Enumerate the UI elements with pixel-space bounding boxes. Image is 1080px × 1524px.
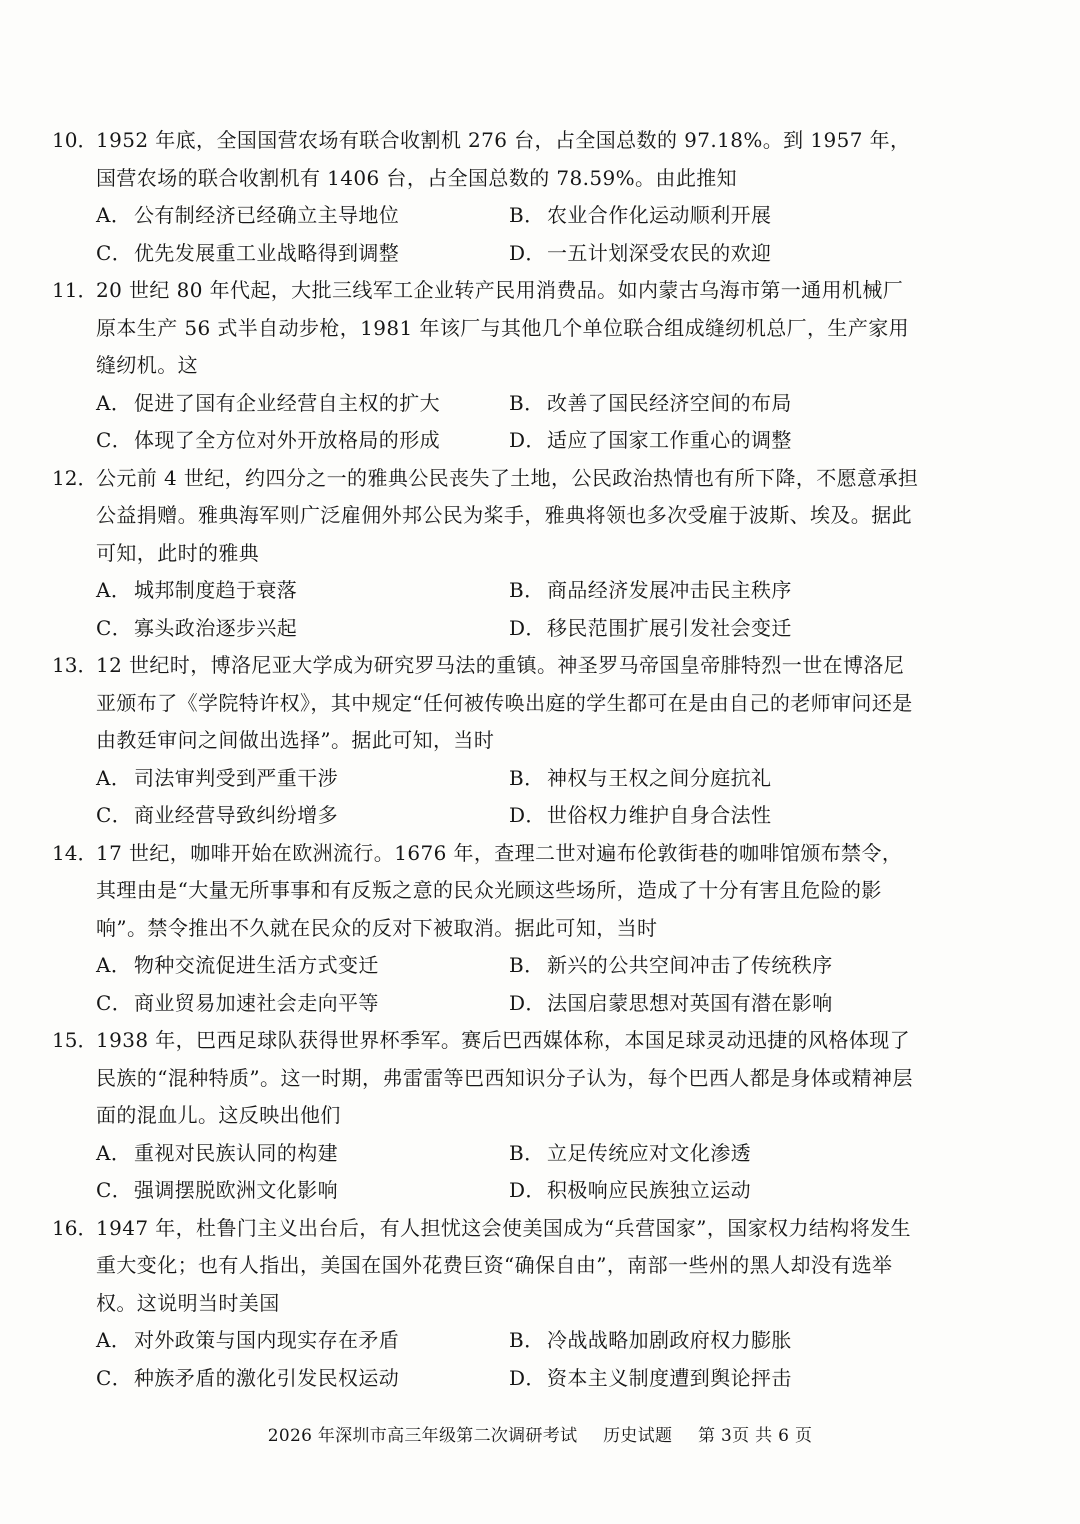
option-b: B． 农业合作化运动顺利开展 (509, 203, 772, 227)
question-stem (52, 1210, 922, 1323)
option-a: A． 城邦制度趋于衰落 (96, 578, 298, 602)
option-c: C．商业经营导致纠纷增多 (96, 803, 338, 827)
question-number: 12． (52, 465, 98, 490)
option-b: B． 新兴的公共空间冲击了传统秩序 (509, 953, 833, 977)
question-16 (52, 1210, 922, 1398)
option-row (52, 422, 922, 460)
question-10 (52, 122, 922, 272)
question-text: 1952 年底，全国国营农场有联合收割机 276 台，占全国总数的 97.18%。到 1957 年，国营农场的联合收割机有 1406 台，占全国总数的 78.59%。由此推知 (96, 128, 911, 190)
option-d: D．一五计划深受农民的欢迎 (509, 240, 772, 265)
option-c: C．强调摆脱欧洲文化影响 (96, 1178, 338, 1202)
option-row (52, 385, 922, 423)
option-c: C．体现了全方位对外开放格局的形成 (96, 428, 440, 452)
question-list (52, 122, 922, 1397)
question-15 (52, 1022, 922, 1210)
option-row (52, 985, 922, 1023)
option-row (52, 197, 922, 235)
option-row (52, 572, 922, 610)
option-row (52, 1135, 922, 1173)
question-text: 17 世纪，咖啡开始在欧洲流行。1676 年，查理二世对遍布伦敦街巷的咖啡馆颁布禁令，其理由是“大量无所事事和有反叛之意的民众光顾这些场所，造成了十分有害且危险的影响”。禁令推出不久就在民众的反对下被取消。据此可知，当时 (96, 840, 903, 940)
question-number: 15． (52, 1028, 98, 1052)
option-row (52, 1360, 922, 1398)
question-number: 11． (52, 278, 98, 302)
option-d: D．积极响应民族独立运动 (509, 1178, 751, 1202)
option-a: A． 对外政策与国内现实存在矛盾 (96, 1328, 400, 1352)
subject-title: 历史试题 (603, 1426, 673, 1446)
question-stem (52, 122, 922, 197)
option-a: A． 司法审判受到严重干涉 (96, 765, 338, 790)
question-stem (52, 1022, 922, 1135)
question-text: 12 世纪时，博洛尼亚大学成为研究罗马法的重镇。神圣罗马帝国皇帝腓特烈一世在博洛尼亚颁布了《学院特许权》，其中规定“任何被传唤出庭的学生都可在是由自己的老师审问还是由教廷审问之间做出选择”。据此可知，当时 (96, 653, 913, 752)
option-a: A． 物种交流促进生活方式变迁 (96, 953, 379, 977)
option-b: B． 改善了国民经济空间的布局 (509, 390, 792, 415)
option-row (52, 797, 922, 835)
question-text: 公元前 4 世纪，约四分之一的雅典公民丧失了土地，公民政治热情也有所下降，不愿意承担公益捐赠。雅典海军则广泛雇佣外邦公民为桨手，雅典将领也多次受雇于波斯、埃及。据此可知，此时的雅典 (96, 465, 919, 565)
question-text: 1938 年，巴西足球队获得世界杯季军。赛后巴西媒体称，本国足球灵动迅捷的风格体现了民族的“混种特质”。这一时期，弗雷雷等巴西知识分子认为，每个巴西人都是身体或精神层面的混血儿。这反映出他们 (96, 1028, 913, 1127)
question-number: 13． (52, 653, 98, 677)
question-11 (52, 272, 922, 460)
option-a: A． 重视对民族认同的构建 (96, 1140, 338, 1165)
option-row (52, 947, 922, 985)
option-d: D．移民范围扩展引发社会变迁 (509, 615, 792, 640)
option-c: C．寡头政治逐步兴起 (96, 615, 298, 640)
option-row (52, 1322, 922, 1360)
option-c: C．种族矛盾的激化引发民权运动 (96, 1365, 400, 1390)
option-b: B． 立足传统应对文化渗透 (509, 1140, 751, 1165)
question-12 (52, 460, 922, 648)
question-stem (52, 835, 922, 948)
page-number: 第 3页 共 6 页 (698, 1426, 813, 1446)
question-text: 20 世纪 80 年代起，大批三线军工企业转产民用消费品。如内蒙古乌海市第一通用机械厂原本生产 56 式半自动步枪，1981 年该厂与其他几个单位联合组成缝纫机总厂，生产家用缝纫机。这 (96, 278, 910, 377)
option-c: C．优先发展重工业战略得到调整 (96, 240, 400, 265)
question-text: 1947 年，杜鲁门主义出台后，有人担忧这会使美国成为“兵营国家”，国家权力结构将发生重大变化；也有人指出，美国在国外花费巨资“确保自由”，南部一些州的黑人却没有选举权。这说明当时美国 (96, 1215, 911, 1315)
option-a: A． 公有制经济已经确立主导地位 (96, 203, 400, 227)
question-13 (52, 647, 922, 835)
option-row (52, 1172, 922, 1210)
question-stem (52, 460, 922, 573)
question-stem (52, 647, 922, 760)
question-number: 10． (52, 128, 98, 152)
page-footer (0, 1424, 1080, 1448)
option-b: B． 神权与王权之间分庭抗礼 (509, 765, 772, 790)
option-row (52, 610, 922, 648)
question-14 (52, 835, 922, 1023)
option-c: C．商业贸易加速社会走向平等 (96, 990, 379, 1015)
option-b: B． 商品经济发展冲击民主秩序 (509, 578, 792, 602)
option-row (52, 235, 922, 273)
option-d: D．世俗权力维护自身合法性 (509, 803, 772, 827)
option-row (52, 760, 922, 798)
option-d: D．适应了国家工作重心的调整 (509, 428, 792, 452)
question-number: 16． (52, 1215, 98, 1240)
option-d: D．资本主义制度遭到舆论抨击 (509, 1365, 792, 1390)
question-number: 14． (52, 840, 98, 865)
exam-title: 2026 年深圳市高三年级第二次调研考试 (267, 1426, 578, 1446)
option-a: A． 促进了国有企业经营自主权的扩大 (96, 390, 440, 415)
option-d: D．法国启蒙思想对英国有潜在影响 (509, 990, 833, 1015)
question-stem (52, 272, 922, 385)
option-b: B． 冷战战略加剧政府权力膨胀 (509, 1328, 792, 1352)
